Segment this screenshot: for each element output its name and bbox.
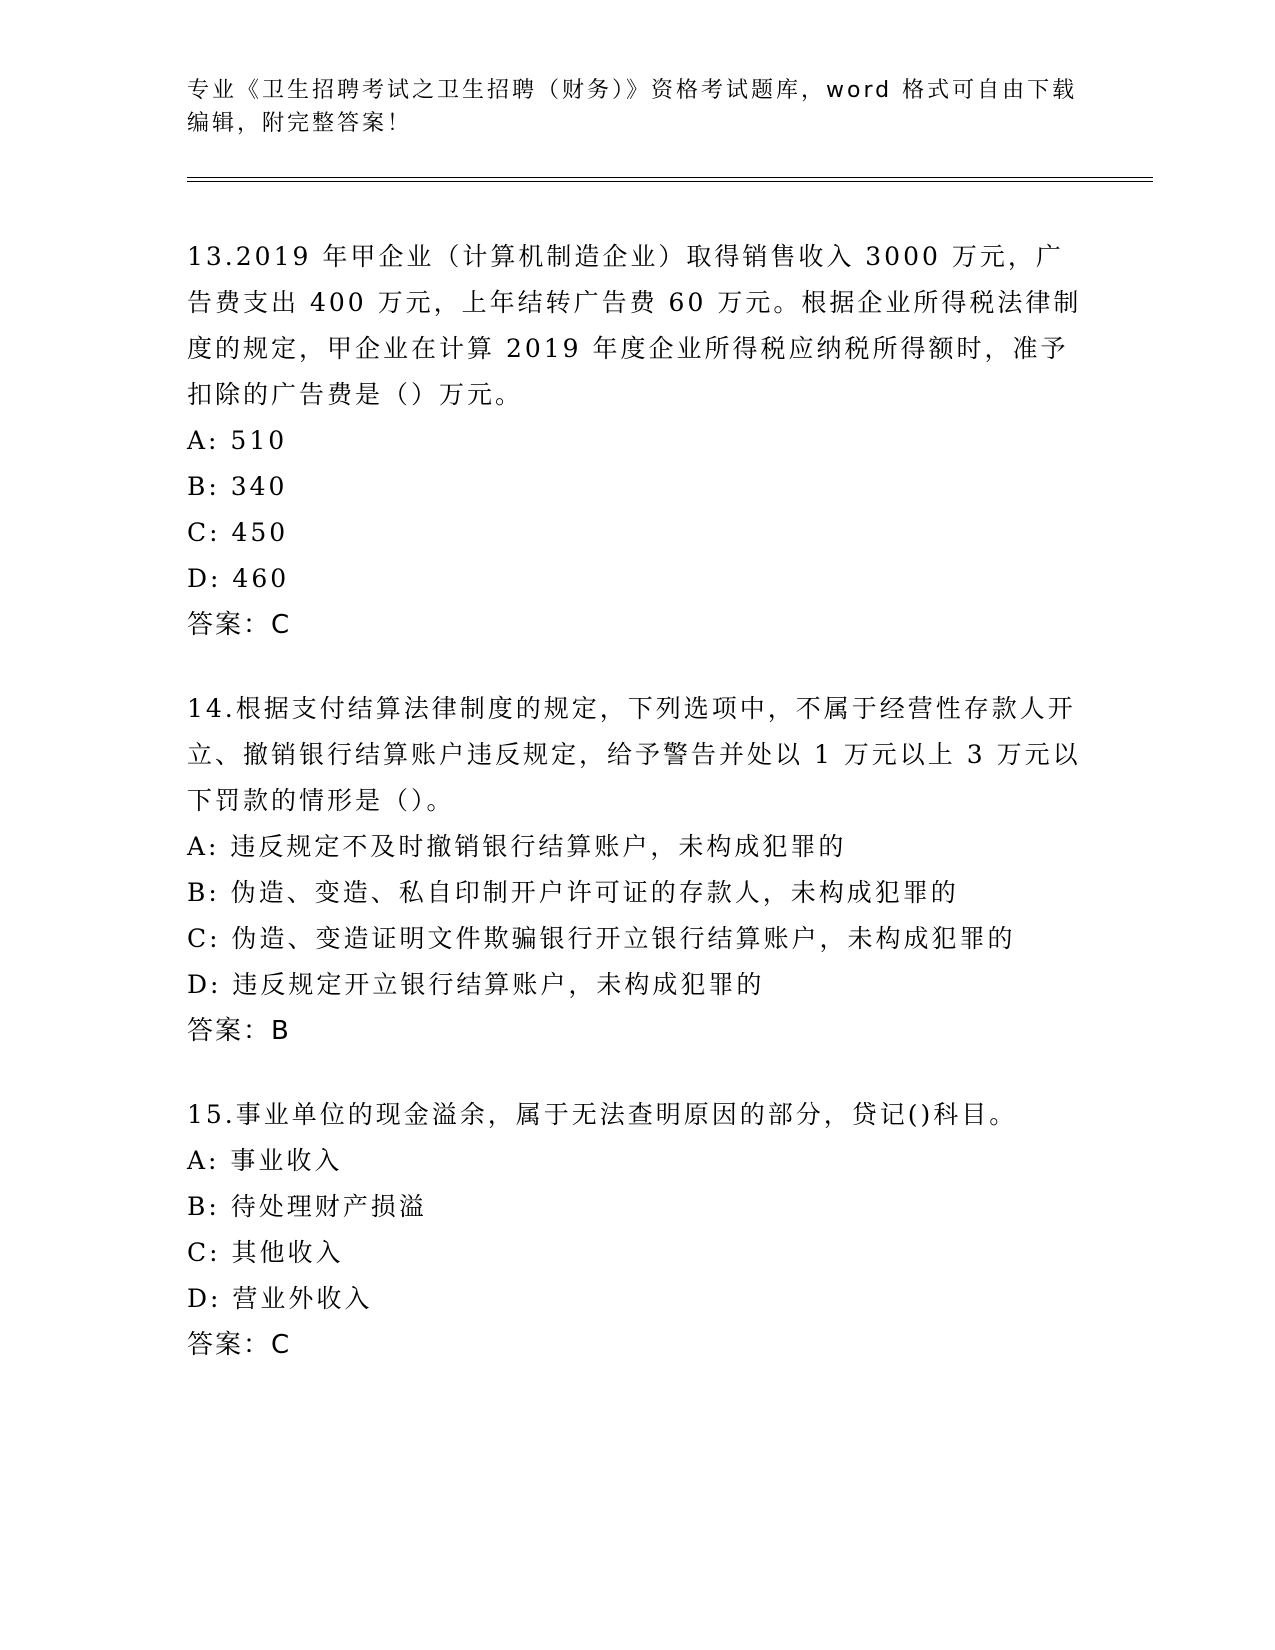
option-b: B: 待处理财产损溢 — [187, 1192, 427, 1221]
question-stem: 13.2019 年甲企业（计算机制造企业）取得销售收入 3000 万元，广告费支出 400 万元，上年结转广告费 60 万元。根据企业所得税法律制度的规定，甲企业在计算 2019 年度企业所得税应纳税所得额时，准予扣除的广告费是（）万元。 — [187, 242, 1082, 409]
option-c: C: 450 — [187, 518, 289, 547]
answer-label: 答案：C — [187, 610, 292, 640]
question-stem: 14.根据支付结算法律制度的规定，下列选项中，不属于经营性存款人开立、撤销银行结算账户违反规定，给予警告并处以 1 万元以上 3 万元以下罚款的情形是（）。 — [187, 694, 1081, 815]
option-c: C: 其他收入 — [187, 1238, 344, 1267]
option-b: B: 340 — [187, 472, 288, 501]
header-divider-bottom — [187, 181, 1153, 182]
question-14 — [187, 686, 1087, 1054]
option-d: D: 违反规定开立银行结算账户，未构成犯罪的 — [187, 970, 765, 999]
option-d: D: 营业外收入 — [187, 1284, 373, 1313]
answer-label: 答案：B — [187, 1016, 291, 1046]
option-b: B: 伪造、变造、私自印制开户许可证的存款人，未构成犯罪的 — [187, 878, 959, 907]
option-c: C: 伪造、变造证明文件欺骗银行开立银行结算账户，未构成犯罪的 — [187, 924, 1016, 953]
option-d: D: 460 — [187, 564, 290, 593]
answer-label: 答案：C — [187, 1330, 292, 1360]
document-header-intro: 专业《卫生招聘考试之卫生招聘（财务）》资格考试题库，word 格式可自由下载编辑，附完整答案！ — [187, 78, 1078, 136]
header-divider-top — [187, 177, 1153, 178]
option-a: A: 510 — [187, 426, 288, 455]
question-13 — [187, 234, 1087, 648]
question-15 — [187, 1092, 1087, 1368]
option-a: A: 事业收入 — [187, 1146, 343, 1175]
question-stem: 15.事业单位的现金溢余，属于无法查明原因的部分，贷记()科目。 — [187, 1100, 1018, 1129]
question-list — [187, 234, 1087, 1404]
option-a: A: 违反规定不及时撤销银行结算账户，未构成犯罪的 — [187, 832, 847, 861]
